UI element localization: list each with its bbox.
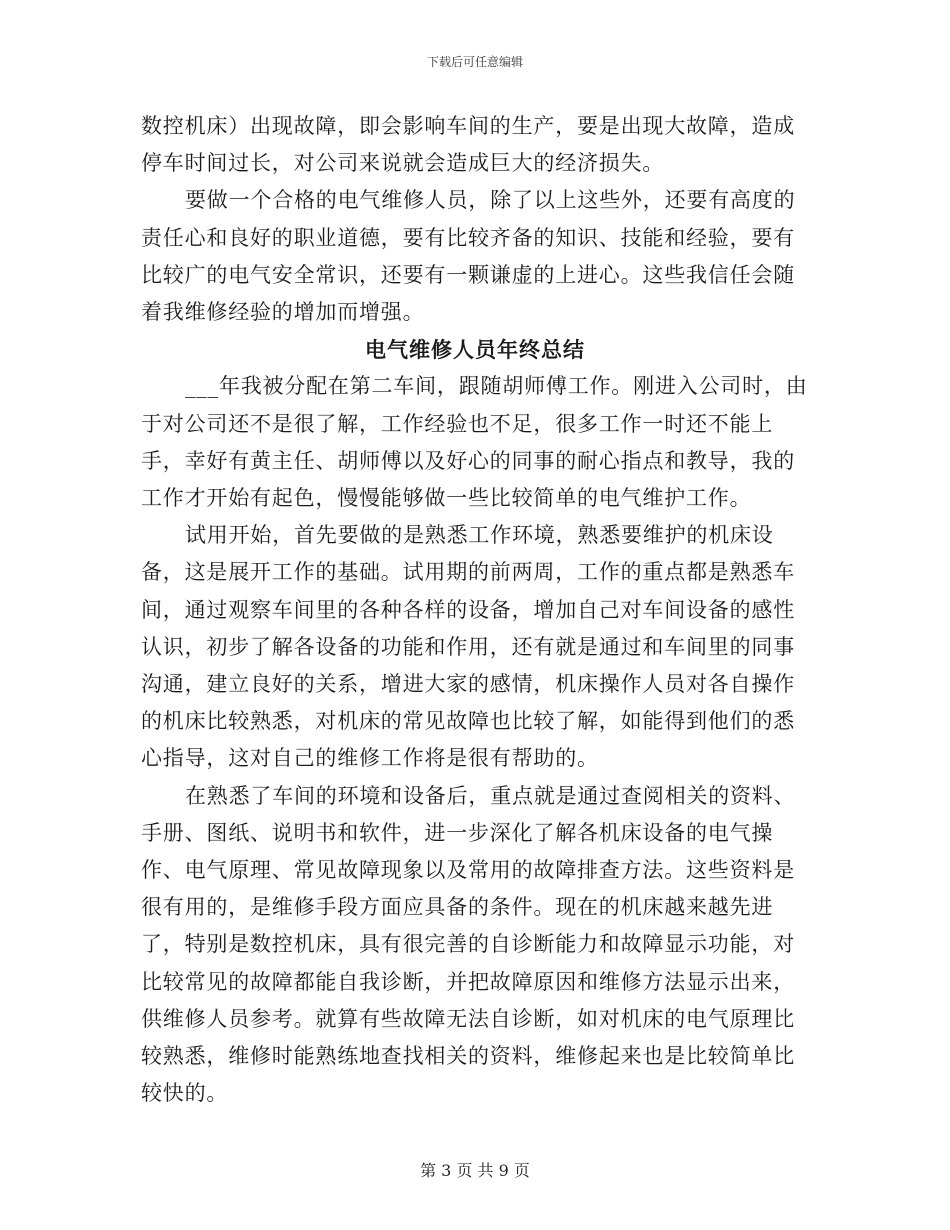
paragraph: 要做一个合格的电气维修人员，除了以上这些外，还要有高度的责任心和良好的职业道德，要有比较齐备的知识、技能和经验，要有比较广的电气安全常识，还要有一颗谦虚的上进心。这些我信任会随着我维修经验的增加而增强。 bbox=[141, 188, 796, 325]
paragraph: ___年我被分配在第二车间，跟随胡师傅工作。刚进入公司时，由于对公司还不是很了解，工作经验也不足，很多工作一时还不能上手，幸好有黄主任、胡师傅以及好心的同事的耐心指点和教导，我的工作才开始有起色，慢慢能够做一些比较简单的电气维护工作。 bbox=[141, 374, 808, 511]
paragraph: 在熟悉了车间的环境和设备后，重点就是通过查阅相关的资料、手册、图纸、说明书和软件，进一步深化了解各机床设备的电气操作、电气原理、常见故障现象以及常用的故障排查方法。这些资料是很有用的，是维修手段方面应具备的条件。现在的机床越来越先进了，特别是数控机床，具有很完善的自诊断能力和故障显示功能，对比较常见的故障都能自我诊断，并把故障原因和维修方法显示出来，供维修人员参考。就算有些故障无法自诊断，如对机床的电气原理比较熟悉，维修时能熟练地查找相关的资料，维修起来也是比较简单比较快的。 bbox=[141, 783, 796, 1106]
section-title: 电气维修人员年终总结 bbox=[365, 337, 585, 363]
page-header-note: 下载后可任意编辑 bbox=[426, 55, 523, 69]
paragraph: 试用开始，首先要做的是熟悉工作环境，熟悉要维护的机床设备，这是展开工作的基础。试用期的前两周，工作的重点都是熟悉车间，通过观察车间里的各种各样的设备，增加自己对车间设备的感性认识，初步了解各设备的功能和作用，还有就是通过和车间里的同事沟通，建立良好的关系，增进大家的感情，机床操作人员对各自操作的机床比较熟悉，对机床的常见故障也比较了解，如能得到他们的悉心指导，这对自己的维修工作将是很有帮助的。 bbox=[141, 523, 795, 771]
document-body bbox=[141, 108, 809, 1112]
paragraph-continuation: 数控机床）出现故障，即会影响车间的生产，要是出现大故障，造成停车时间过长，对公司来说就会造成巨大的经济损失。 bbox=[141, 114, 795, 176]
page-number: 第 3 页 共 9 页 bbox=[420, 1161, 530, 1180]
